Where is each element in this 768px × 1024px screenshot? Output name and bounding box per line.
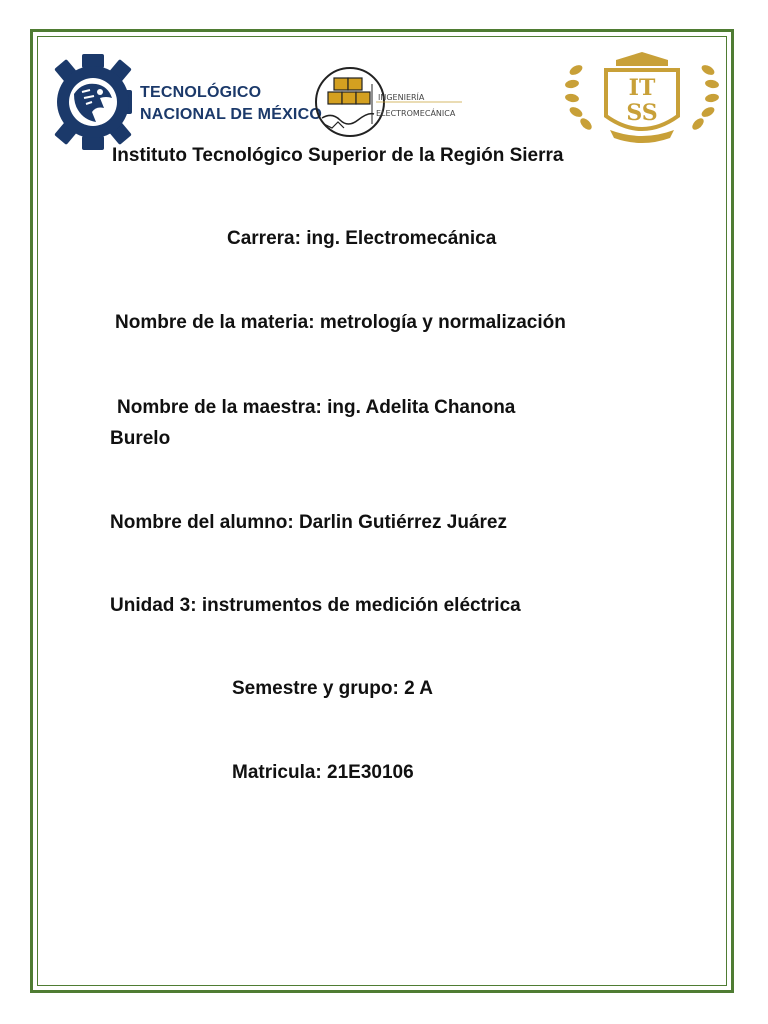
itss-crest-text-line1: IT	[628, 75, 656, 101]
career-line: Carrera: ing. Electromecánica	[227, 228, 497, 249]
semester-group-line: Semestre y grupo: 2 A	[232, 678, 433, 699]
teacher-line-continuation: Burelo	[110, 428, 171, 449]
page-border-inner	[37, 36, 727, 986]
student-line: Nombre del alumno: Darlin Gutiérrez Juárez	[110, 512, 507, 533]
enrollment-line: Matricula: 21E30106	[232, 762, 414, 783]
ingenieria-electromecanica-logo-icon	[312, 62, 464, 142]
itss-crest-text-line2: SS	[626, 100, 658, 126]
institution-name: Instituto Tecnológico Superior de la Región Sierra	[112, 145, 564, 166]
ie-logo-text-line1: INGENIERÍA	[378, 93, 425, 102]
tecnm-wordmark	[140, 82, 322, 126]
tecnm-wordmark-line2: NACIONAL DE MÉXICO	[140, 106, 322, 123]
ie-logo-text-line2: ELECTROMECÁNICA	[376, 109, 456, 118]
teacher-line: Nombre de la maestra: ing. Adelita Chanona	[117, 397, 516, 418]
tecnm-gear-logo-icon	[52, 52, 134, 152]
unit-line: Unidad 3: instrumentos de medición eléctrica	[110, 595, 521, 616]
itss-crest-logo-icon	[562, 50, 722, 146]
subject-line: Nombre de la materia: metrología y normalización	[115, 312, 566, 333]
header-logos	[0, 0, 768, 150]
tecnm-wordmark-line1: TECNOLÓGICO	[140, 84, 262, 101]
